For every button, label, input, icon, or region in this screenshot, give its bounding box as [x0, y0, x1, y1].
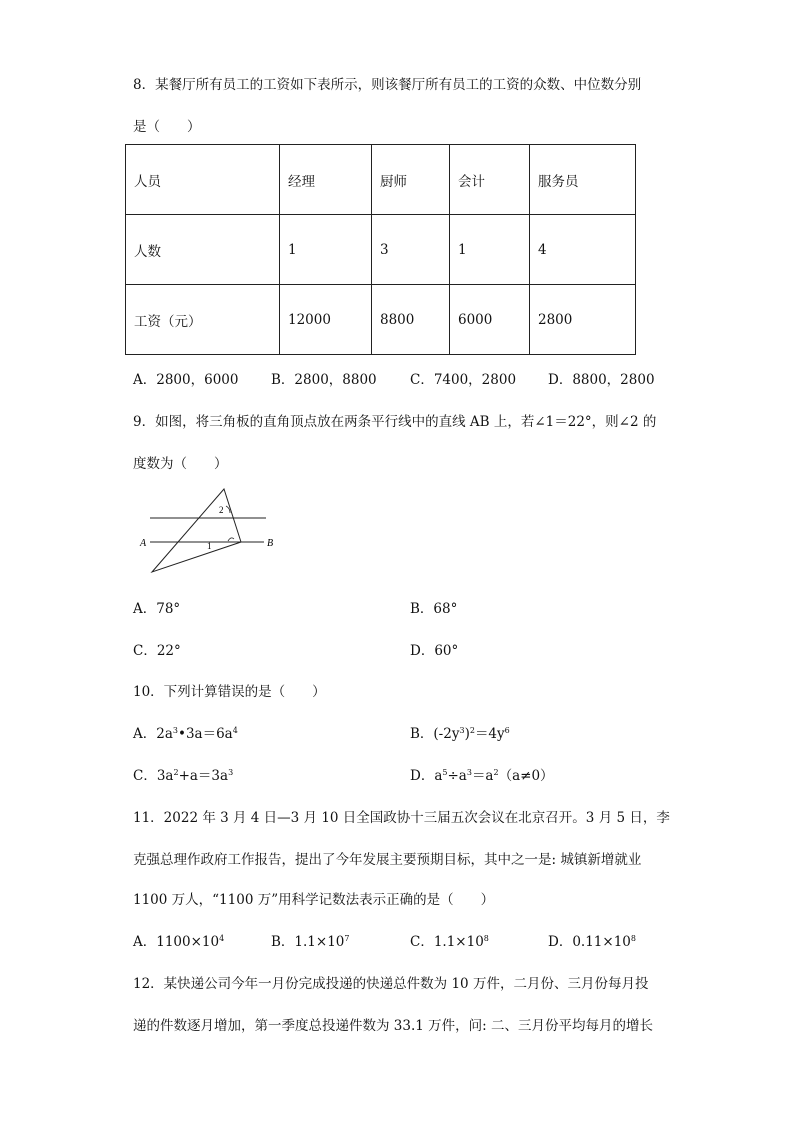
table-header-cell: 人员: [126, 145, 280, 215]
table-cell: 12000: [280, 285, 372, 355]
q10-stem: 10．下列计算错误的是（ ）: [133, 684, 326, 700]
q8-option-b: B．2800，8800: [271, 372, 377, 388]
table-cell: 3: [372, 215, 450, 285]
q9-stem-line-1: 9．如图，将三角板的直角顶点放在两条平行线中的直线 AB 上，若∠1＝22°，则∠2 的: [133, 414, 657, 430]
q8-option-d: D．8800，2800: [548, 372, 655, 388]
table-cell: 工资（元）: [126, 285, 280, 355]
table-header-cell: 服务员: [530, 145, 636, 215]
table-header-cell: 经理: [280, 145, 372, 215]
table-header-cell: 厨师: [372, 145, 450, 215]
q9-stem-line-2: 度数为（ ）: [133, 456, 228, 472]
salary-table: [125, 144, 636, 355]
q10-option-a: A．$2a^3•3a=6a^4$: [133, 726, 238, 742]
q8-stem-line-1: 8．某餐厅所有员工的工资如下表所示，则该餐厅所有员工的工资的众数、中位数分别: [133, 77, 642, 93]
q8-stem-line-2: 是（ ）: [133, 119, 201, 135]
table-row: [126, 285, 636, 355]
q11-stem-line-2: 克强总理作政府工作报告，提出了今年发展主要预期目标，其中之一是: 城镇新增就业: [133, 852, 642, 868]
parallel-lines-triangle-figure: [138, 483, 278, 579]
table-cell: 8800: [372, 285, 450, 355]
q9-option-d: D．60°: [410, 643, 459, 659]
q11-option-a: A．$1100\times 10^4$: [133, 934, 225, 950]
table-cell: 1: [280, 215, 372, 285]
q10-option-c: C．$3a^2+a=3a^3$: [133, 768, 234, 784]
q9-option-b: B．68°: [410, 601, 458, 617]
label-angle-1: 1: [207, 541, 212, 551]
table-cell: 6000: [450, 285, 530, 355]
table-cell: 1: [450, 215, 530, 285]
label-angle-2: 2: [219, 505, 224, 515]
angle-1-arc: [228, 538, 234, 541]
q11-stem-line-3: 1100 万人，“1100 万”用科学记数法表示正确的是（ ）: [133, 892, 495, 908]
q10-option-d: D．$a^5\div a^3=a^2(a\ne 0)$: [410, 768, 554, 784]
q12-stem-line-2: 递的件数逐月增加，第一季度总投递件数为 33.1 万件，问: 二、三月份平均每月的增长: [133, 1018, 653, 1034]
q11-option-b: B．$1.1\times 10^7$: [271, 934, 350, 950]
q8-option-c: C．7400，2800: [410, 372, 517, 388]
q10-option-b: B．$(-2y^3)^2=4y^6$: [410, 726, 510, 742]
table-row: [126, 145, 636, 215]
set-square-triangle: [152, 489, 241, 572]
label-a: A: [140, 538, 147, 549]
q9-option-c: C．22°: [133, 643, 181, 659]
table-row: [126, 215, 636, 285]
table-cell: 4: [530, 215, 636, 285]
q11-option-d: D．$0.11\times 10^8$: [548, 934, 636, 950]
q8-option-a: A．2800，6000: [133, 372, 239, 388]
q11-option-c: C．$1.1\times 10^8$: [410, 934, 489, 950]
q11-stem-line-1: 11．2022 年 3 月 4 日—3 月 10 日全国政协十三届五次会议在北京召开。3 月 5 日，李: [133, 810, 670, 826]
q12-stem-line-1: 12．某快递公司今年一月份完成投递的快递总件数为 10 万件，二月份、三月份每月投: [133, 976, 649, 992]
table-cell: 2800: [530, 285, 636, 355]
table-header-cell: 会计: [450, 145, 530, 215]
table-cell: 人数: [126, 215, 280, 285]
q9-option-a: A．78°: [133, 601, 181, 617]
label-b: B: [267, 538, 274, 549]
